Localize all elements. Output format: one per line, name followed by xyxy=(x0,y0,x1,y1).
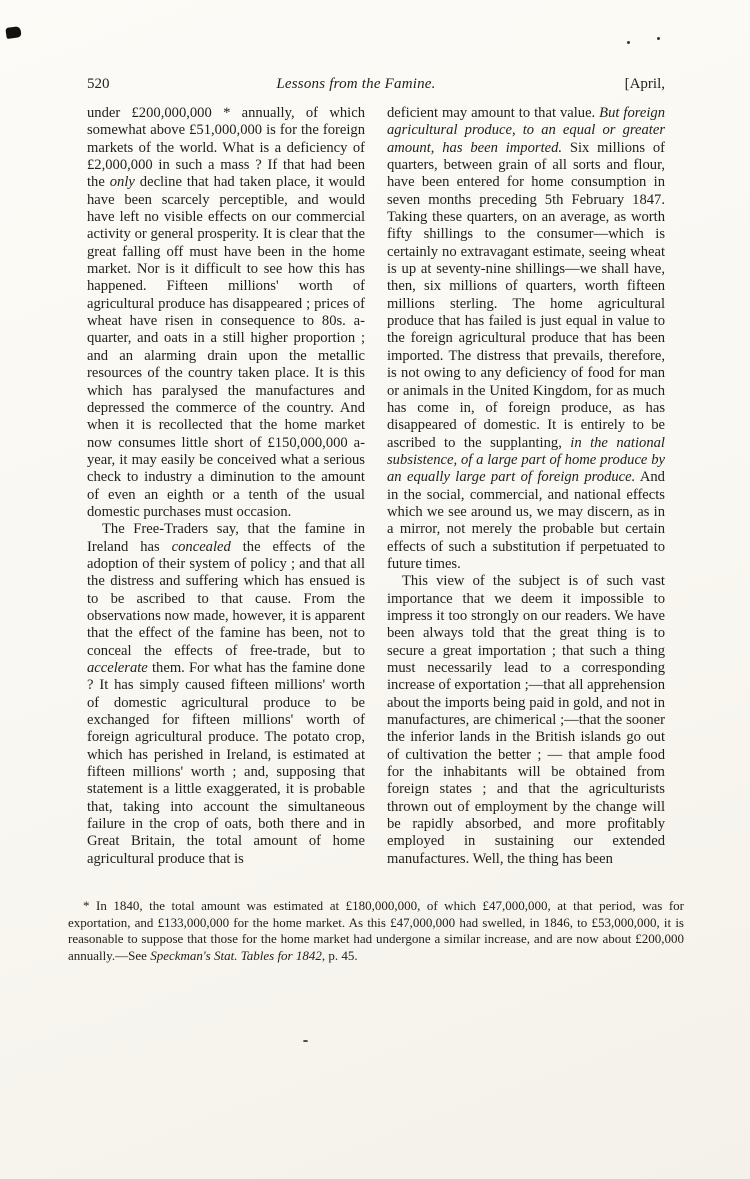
scan-ink-blot xyxy=(5,26,21,39)
two-column-body xyxy=(87,105,665,868)
footnote: * In 1840, the total amount was estimated at £180,000,000, of which £47,000,000, at that period, was for exportation, and £133,000,000 for the home market. As this £47,000,000 had swelled, in 1846, to £53,000,000, it is reasonable to suppose that those for the home market had undergone a similar increase, and are now about £200,000 annually.—See Speckman's Stat. Tables for 1842, p. 45. xyxy=(68,898,684,963)
left-column xyxy=(87,105,365,868)
paragraph: deficient may amount to that value. But foreign agricultural produce, to an equal or greater amount, has been imported. Six millions of quarters, between grain of all sorts and flour, have been entered for home consumption in seven months preceding 5th February 1847. Taking these quarters, on an average, as worth fifty shillings to the consumer—which is certainly no extravagant estimate, seeing wheat is up at seventy-nine shillings—we shall have, then, six millions of quarters, worth fifteen millions sterling. The home agricultural produce that has failed is just equal in value to the foreign agricultural produce that has been imported. The distress that prevails, therefore, is not owing to any deficiency of food for man or animals in the United Kingdom, for as much has come in, of foreign produce, as has disappeared of domestic. It is entirely to be ascribed to the supplanting, in the national subsistence, of a large part of home produce by an equally large part of foreign produce. And in the social, commercial, and national effects which we see around us, we may discern, as in a mirror, not merely the probable but certain effects of such a substitution if perpetuated to future times. xyxy=(387,105,666,572)
scan-speck xyxy=(657,37,660,40)
page-header xyxy=(87,76,665,98)
paragraph: The Free-Traders say, that the famine in Ireland has concealed the effects of the adoption of their system of policy ; and that all the distress and suffering which has ensued is to be ascribed to that cause. From the observations now made, however, it is apparent that the effect of the famine has been, not to conceal the effects of free-trade, but to accelerate them. For what has the famine done ? It has simply caused fifteen millions' worth of domestic agricultural produce to be exchanged for fifteen millions' worth of foreign agricultural produce. The potato crop, which has perished in Ireland, is estimated at fifteen millions' worth ; and, supposing that statement is a little exaggerated, it is probable that, taking into account the simultaneous failure in the crop of oats, both there and in Great Britain, the total amount of home agricultural produce that is xyxy=(87,521,365,867)
paragraph: This view of the subject is of such vast importance that we deem it impossible to impress it too strongly on our readers. We have been always told that the great thing is to secure a great importation ; that such a thing must necessarily lead to a corresponding increase of exportation ;—that all apprehension about the imports being paid in gold, and not in manufactures, are chimerical ;—that the sooner the inferior lands in the British islands go out of cultivation the better ; — that ample food for the inhabitants will be obtained from foreign states ; and that the agriculturists thrown out of employment by the change will be rapidly absorbed, and more profitably employed in sustaining our extended manufactures. Well, the thing has been xyxy=(387,573,665,867)
right-column xyxy=(387,105,665,868)
scan-speck xyxy=(627,41,630,44)
scan-speck xyxy=(303,1040,308,1042)
issue-marker: [April, xyxy=(624,76,665,92)
paragraph: under £200,000,000 * annually, of which somewhat above £51,000,000 is for the foreign markets of the world. What is a deficiency of £2,000,000 in such a mass ? If that had been the only decline that had taken place, it would have been scarcely perceptible, and would have left no visible effects on our commercial activity or general prosperity. It is clear that the great falling off must have been in the home market. Nor is it difficult to see how this has happened. Fifteen millions' worth of agricultural produce has disappeared ; prices of wheat have risen in consequence to 80s. a-quarter, and oats in a still higher proportion ; and an alarming drain upon the metallic resources of the country taken place. It is this which has paralysed the manufactures and depressed the commerce of the country. And when it is recollected that the home market now consumes little short of £150,000,000 a-year, it may easily be conceived what a serious check to industry a diminution to the amount of even an eighth or a tenth of the usual domestic purchases must occasion. xyxy=(87,105,365,520)
running-title: Lessons from the Famine. xyxy=(276,76,436,92)
page-number: 520 xyxy=(87,76,110,92)
text-block xyxy=(68,76,684,964)
